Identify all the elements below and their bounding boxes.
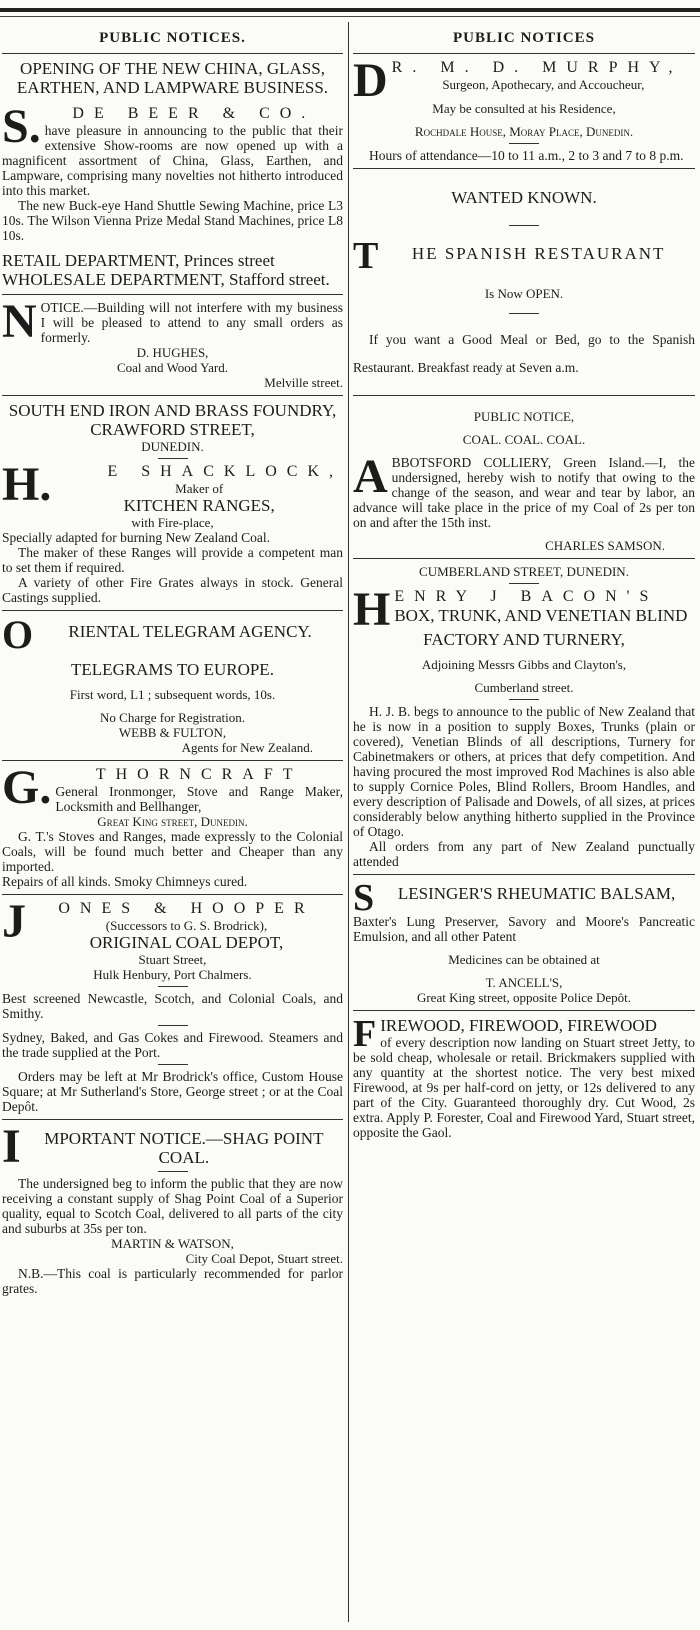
divider bbox=[353, 53, 695, 54]
divider bbox=[2, 610, 343, 611]
divider bbox=[2, 894, 343, 895]
divider bbox=[353, 1010, 695, 1011]
column-divider bbox=[348, 22, 349, 1622]
line: A variety of other Fire Grates always in stock. General Castings supplied. bbox=[2, 575, 343, 605]
line: T. ANCELL'S, bbox=[485, 975, 563, 990]
divider bbox=[2, 53, 343, 54]
line: Surgeon, Apothecary, and Accoucheur, bbox=[442, 77, 645, 92]
ad-title: IREWOOD, FIREWOOD, FIREWOOD bbox=[380, 1016, 657, 1035]
divider bbox=[353, 395, 695, 396]
ad-body: The undersigned beg to inform the public that they are now receiving a constant supply of Shag Point Coal of a Superior quality, equal to Scotch Coal, delivered to all parts of the city and suburbs at 35s per ton. bbox=[2, 1176, 343, 1236]
name: D. HUGHES, bbox=[136, 345, 209, 360]
name: HE SPANISH RESTAURANT bbox=[411, 244, 666, 263]
ad-spanish-restaurant bbox=[353, 174, 695, 390]
drop-initial: J bbox=[2, 900, 26, 948]
line: Orders may be left at Mr Brodrick's office, Custom House Square; at Mr Sutherland's Store, George street ; or at the Coal Depôt. bbox=[2, 1069, 343, 1114]
name: THORNCRAFT bbox=[95, 766, 303, 783]
name: ENRY J BACON'S bbox=[394, 588, 659, 605]
ad-firewood bbox=[353, 1016, 695, 1140]
divider bbox=[353, 168, 695, 169]
ad-title: MPORTANT NOTICE.—SHAG POINT COAL. bbox=[44, 1129, 324, 1167]
signature: CHARLES SAMSON. bbox=[545, 538, 665, 553]
ad-thorncraft bbox=[2, 766, 343, 889]
drop-initial: D bbox=[353, 59, 388, 101]
top-rule bbox=[0, 8, 700, 12]
line: Rochdale House, Moray Place, Dunedin. bbox=[414, 124, 634, 139]
ad-telegram-agency bbox=[2, 616, 343, 755]
top-rule-thin bbox=[0, 16, 700, 17]
line: Specially adapted for burning New Zealand Coal. bbox=[2, 530, 271, 545]
section-header: PUBLIC NOTICES bbox=[453, 30, 595, 46]
line: Stuart Street, bbox=[138, 952, 207, 967]
line: Best screened Newcastle, Scotch, and Colonial Coals, and Smithy. bbox=[2, 991, 343, 1021]
ad-title: RIENTAL TELEGRAM AGENCY. bbox=[68, 622, 312, 641]
ad-murphy bbox=[353, 59, 695, 163]
ad-body: H. J. B. begs to announce to the public of New Zealand that he is now in a position to supply Boxes, Trunks (plain or covered), Venetian Blinds of all descriptions, Turnery for Cabinetmakers or others, at prices that defy competition. And having procured the most improved Rod Machines is also able to supply Cornice Poles, Blind Rollers, Broom Handles, and every description of Palisade and Dowels, of all sizes, at prices considerably below anything hitherto supplied in the Province of Otago. bbox=[353, 704, 695, 839]
ad-body: of every description now landing on Stuart street Jetty, to be sold cheap, wholesale or retail. Brickmakers supplied with any quantity at the shortest notice. The very best mixed Firewood, at 9s per half-cord on jetty, or 12s delivered to any part of the City. Guaranteed thoroughly dry. Cut Wood, 2s extra. Apply P. Forester, Coal and Firewood Yard, Stuart street, opposite the Gaol. bbox=[353, 1035, 695, 1140]
firm: MARTIN & WATSON, bbox=[111, 1236, 234, 1251]
line: G. T.'s Stoves and Ranges, made expressly to the Colonial Coals, will be found much better and Cheaper than any imported. bbox=[2, 829, 343, 874]
city: DUNEDIN. bbox=[141, 439, 204, 454]
line: Great King street, Dunedin. bbox=[97, 814, 248, 829]
ad-henry-bacon bbox=[353, 564, 695, 869]
ad-notice-hughes bbox=[2, 300, 343, 390]
line: General Ironmonger, Stove and Range Maker, Locksmith and Bellhanger, bbox=[55, 784, 343, 814]
ad-body: have pleasure in announcing to the public that their extensive Show-rooms are now opened up with a magnificent assortment of China, Glass, Earthen, and Lampware, comprising many novelties not hitherto introduced into this market. bbox=[2, 123, 343, 198]
divider bbox=[353, 874, 695, 875]
line: The maker of these Ranges will provide a competent man to set them if required. bbox=[2, 545, 343, 575]
line: Sydney, Baked, and Gas Cokes and Firewood. Steamers and the trade supplied at the Port. bbox=[2, 1030, 343, 1060]
line: with Fire-place, bbox=[131, 515, 214, 530]
divider bbox=[2, 294, 343, 295]
retail-line: RETAIL DEPARTMENT, Princes street bbox=[2, 251, 275, 270]
line: Cumberland street. bbox=[474, 680, 574, 695]
ad-title: SOUTH END IRON AND BRASS FOUNDRY, bbox=[8, 401, 337, 420]
line: Hours of attendance—10 to 11 a.m., 2 to 3 and 7 to 8 p.m. bbox=[369, 148, 684, 163]
street: CRAWFORD STREET, bbox=[90, 420, 255, 439]
drop-initial: G. bbox=[2, 766, 52, 814]
drop-initial: A bbox=[353, 455, 388, 503]
drop-initial: F bbox=[353, 1016, 377, 1055]
ad-china-glass bbox=[2, 59, 343, 289]
line: ORIGINAL COAL DEPOT, bbox=[89, 933, 284, 952]
ad-body: If you want a Good Meal or Bed, go to the Spanish Restaurant. Breakfast ready at Seven a.m. bbox=[353, 332, 695, 375]
name: R. M. D. MURPHY, bbox=[391, 59, 683, 76]
line: (Successors to G. S. Brodrick), bbox=[105, 918, 268, 933]
divider bbox=[2, 760, 343, 761]
depot: City Coal Depot, Stuart street. bbox=[185, 1251, 343, 1266]
maker-name: E SHACKLOCK, bbox=[107, 463, 343, 480]
ad-body-machines: The new Buck-eye Hand Shuttle Sewing Machine, price L3 10s. The Wilson Vienna Prize Medal Stand Machines, price L8 10s. bbox=[2, 198, 343, 243]
line: May be consulted at his Residence, bbox=[432, 101, 616, 116]
ad-subtitle: COAL. COAL. COAL. bbox=[462, 432, 586, 447]
line: Maker of bbox=[175, 481, 224, 496]
line: BOX, TRUNK, AND VENETIAN BLIND bbox=[394, 606, 688, 625]
ad-body: OTICE.—Building will not interfere with my business I will be pleased to attend to any small orders as formerly. bbox=[40, 300, 343, 345]
street: CUMBERLAND STREET, DUNEDIN. bbox=[419, 564, 629, 579]
firm-name: DE BEER & CO. bbox=[72, 105, 316, 122]
ad-title: LESINGER'S RHEUMATIC BALSAM, bbox=[397, 884, 676, 903]
firm: WEBB & FULTON, bbox=[118, 725, 227, 740]
name: ONES & HOOPER bbox=[58, 900, 315, 917]
ad-abbotsford-colliery bbox=[353, 401, 695, 553]
ad-rheumatic-balsam bbox=[353, 880, 695, 1005]
section-header: PUBLIC NOTICES. bbox=[99, 30, 246, 46]
ad-title: WANTED KNOWN. bbox=[451, 188, 597, 207]
line: KITCHEN RANGES, bbox=[123, 496, 275, 515]
drop-initial: H bbox=[353, 588, 391, 630]
ad-title: OPENING OF THE NEW CHINA, GLASS, EARTHEN, AND LAMPWARE BUSINESS. bbox=[16, 59, 329, 97]
ad-subtitle: TELEGRAMS TO EUROPE. bbox=[71, 660, 274, 679]
divider bbox=[353, 558, 695, 559]
drop-initial: S bbox=[353, 880, 375, 914]
drop-initial: N bbox=[2, 300, 37, 348]
divider bbox=[2, 1119, 343, 1120]
line: Great King street, opposite Police Depôt. bbox=[416, 990, 632, 1005]
left-column bbox=[2, 22, 343, 1622]
divider bbox=[2, 395, 343, 396]
ad-shag-point bbox=[2, 1125, 343, 1296]
trade: Coal and Wood Yard. bbox=[116, 360, 229, 375]
ad-jones-hooper bbox=[2, 900, 343, 1114]
line: Adjoining Messrs Gibbs and Clayton's, bbox=[421, 657, 627, 672]
line: Hulk Henbury, Port Chalmers. bbox=[93, 967, 252, 982]
charge: No Charge for Registration. bbox=[100, 710, 245, 725]
ad-foundry bbox=[2, 401, 343, 605]
ad-body: BBOTSFORD COLLIERY, Green Island.—I, the undersigned, hereby wish to notify that owing to the change of the season, and wear and tear by labor, an advance will take place in the price of my Coal of 2s per ton on and after the 15th inst. bbox=[353, 455, 695, 530]
line: FACTORY AND TURNERY, bbox=[423, 630, 625, 649]
street: Melville street. bbox=[264, 375, 343, 390]
drop-initial: I bbox=[2, 1125, 21, 1167]
line: Baxter's Lung Preserver, Savory and Moore's Pancreatic Emulsion, and all other Patent bbox=[353, 914, 695, 944]
ad-title: PUBLIC NOTICE, bbox=[473, 409, 575, 424]
line: Repairs of all kinds. Smoky Chimneys cured. bbox=[2, 874, 248, 889]
rate: First word, L1 ; subsequent words, 10s. bbox=[69, 687, 276, 702]
wholesale-line: WHOLESALE DEPARTMENT, Stafford street. bbox=[2, 270, 330, 289]
drop-initial: T bbox=[353, 238, 379, 272]
line: Is Now OPEN. bbox=[484, 286, 564, 301]
line: All orders from any part of New Zealand punctually attended bbox=[353, 839, 695, 869]
agents: Agents for New Zealand. bbox=[181, 740, 313, 755]
drop-initial: H. bbox=[2, 463, 52, 511]
note: N.B.—This coal is particularly recommended for parlor grates. bbox=[2, 1266, 343, 1296]
drop-initial: O bbox=[2, 616, 34, 652]
right-column bbox=[353, 22, 695, 1622]
drop-initial: S. bbox=[2, 105, 41, 153]
line: Medicines can be obtained at bbox=[448, 952, 600, 967]
